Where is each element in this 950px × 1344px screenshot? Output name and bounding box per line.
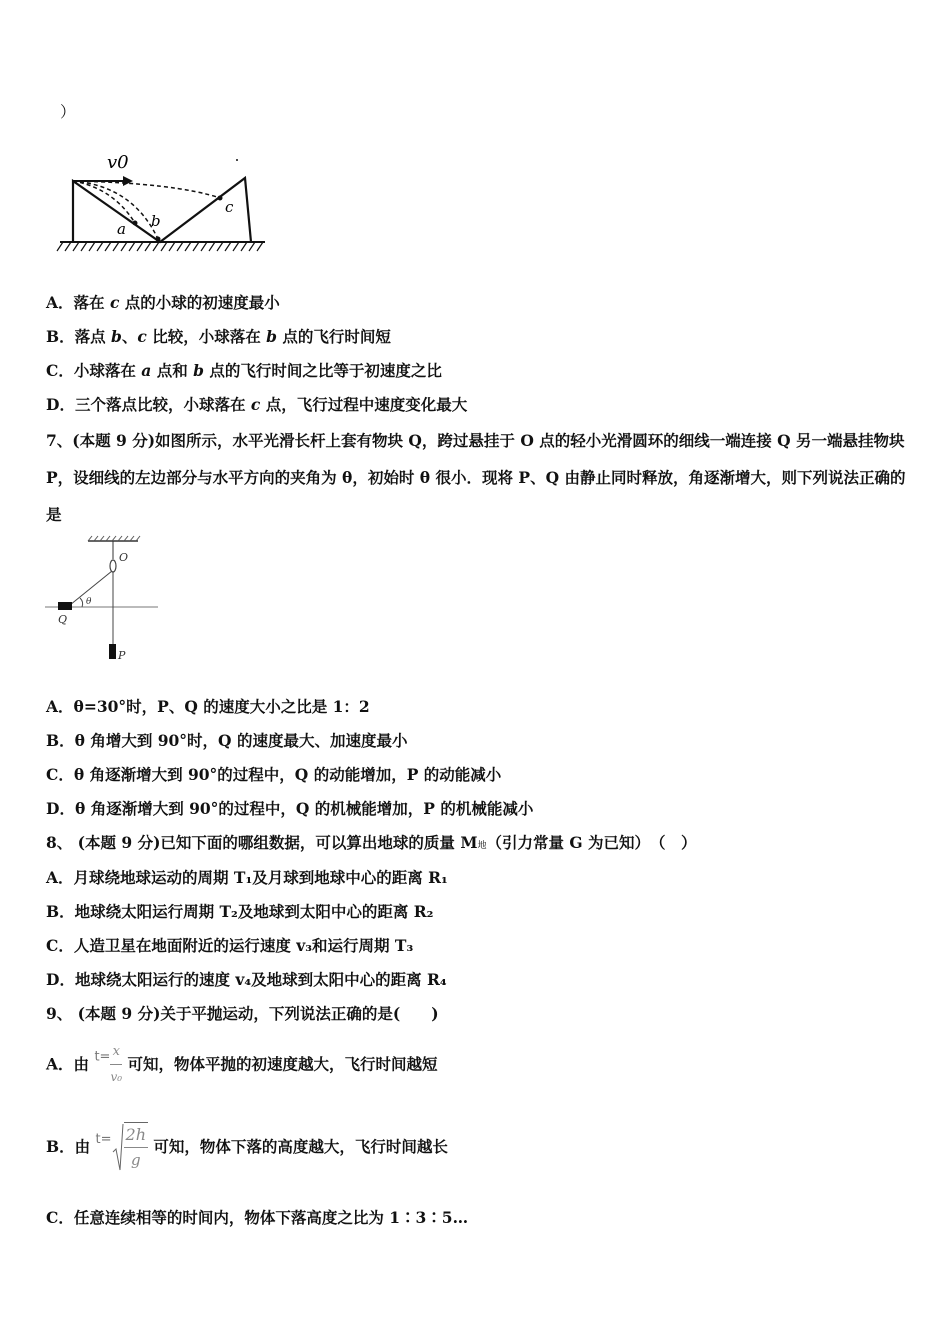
label-a: a xyxy=(117,220,126,238)
q8-stem: 8、 (本题 9 分)已知下面的哪组数据，可以算出地球的质量 M地（引力常量 G 为已知） （ ） xyxy=(46,833,697,852)
label-p: P xyxy=(118,649,126,662)
q7-stem: 7、(本题 9 分)如图所示，水平光滑长杆上套有物块 Q，跨过悬挂于 O 点的轻小光滑圆环的细线一端连接 Q 另一端悬挂物块 P，设细线的左边部分与水平方向的夹角为 θ，初始时 θ 很小．现将 P、Q 由静止同时释放，角逐渐增大，则下列说法正确的是 xyxy=(46,431,906,524)
q9-option-c: C．任意连续相等的时间内，物体下落高度之比为 1∶3∶5… xyxy=(46,1208,469,1227)
label-theta: θ xyxy=(86,597,92,607)
q6-option-b: B．落点 b、c 比较，小球落在 b 点的飞行时间短 xyxy=(46,327,391,346)
q6-option-d: D．三个落点比较，小球落在 c 点，飞行过程中速度变化最大 xyxy=(46,395,468,414)
formula-t-sqrt-2h-over-g: $\frac{2h}{g}$ xyxy=(124,1122,148,1172)
label-c: c xyxy=(225,198,234,216)
top-bracket: ） xyxy=(60,103,76,121)
sqrt-sign xyxy=(112,1122,124,1172)
q7-option-d: D．θ 角逐渐增大到 90°的过程中，Q 的机械能增加，P 的机械能减小 xyxy=(46,799,534,818)
label-b: b xyxy=(151,212,161,230)
q9-option-a: A．由 $^{t=}$ $\frac{x}{\text{v₀}}$ 可知，物体平抛的初速度越大，飞行时间越短 xyxy=(46,1040,437,1089)
q6-option-c: C．小球落在 a 点和 b 点的飞行时间之比等于初速度之比 xyxy=(46,361,442,380)
q6-option-a: A．落在 c 点的小球的初速度最小 xyxy=(46,293,280,312)
q8-option-c: C．人造卫星在地面附近的运行速度 v₃和运行周期 T₃ xyxy=(46,936,414,955)
label-q: Q xyxy=(58,613,68,626)
q9-option-b: B．由 $^{t=}$ $\frac{2h}{g}$ 可知，物体下落的高度越大，飞行时间越长 xyxy=(46,1122,448,1172)
formula-t-x-over-v0: $\frac{x}{\text{v₀}}$ xyxy=(110,1040,122,1089)
label-v0: v0 xyxy=(107,152,129,173)
figure-pulley-q-p xyxy=(40,535,165,665)
label-o: O xyxy=(119,551,129,564)
q8-option-d: D．地球绕太阳运行的速度 v₄及地球到太阳中心的距离 R₄ xyxy=(46,970,447,989)
q7-option-c: C．θ 角逐渐增大到 90°的过程中，Q 的动能增加，P 的动能减小 xyxy=(46,765,502,784)
q8-option-a: A．月球绕地球运动的周期 T₁及月球到地球中心的距离 R₁ xyxy=(46,868,448,887)
q7-option-b: B．θ 角增大到 90°时，Q 的速度最大、加速度最小 xyxy=(46,731,408,750)
q8-option-b: B．地球绕太阳运行周期 T₂及地球到太阳中心的距离 R₂ xyxy=(46,902,434,921)
q7-option-a: A．θ=30°时，P、Q 的速度大小之比是 1：2 xyxy=(46,697,370,716)
q9-stem: 9、 (本题 9 分)关于平抛运动，下列说法正确的是( ) xyxy=(46,1004,439,1023)
figure-projectile-slopes xyxy=(55,148,270,258)
